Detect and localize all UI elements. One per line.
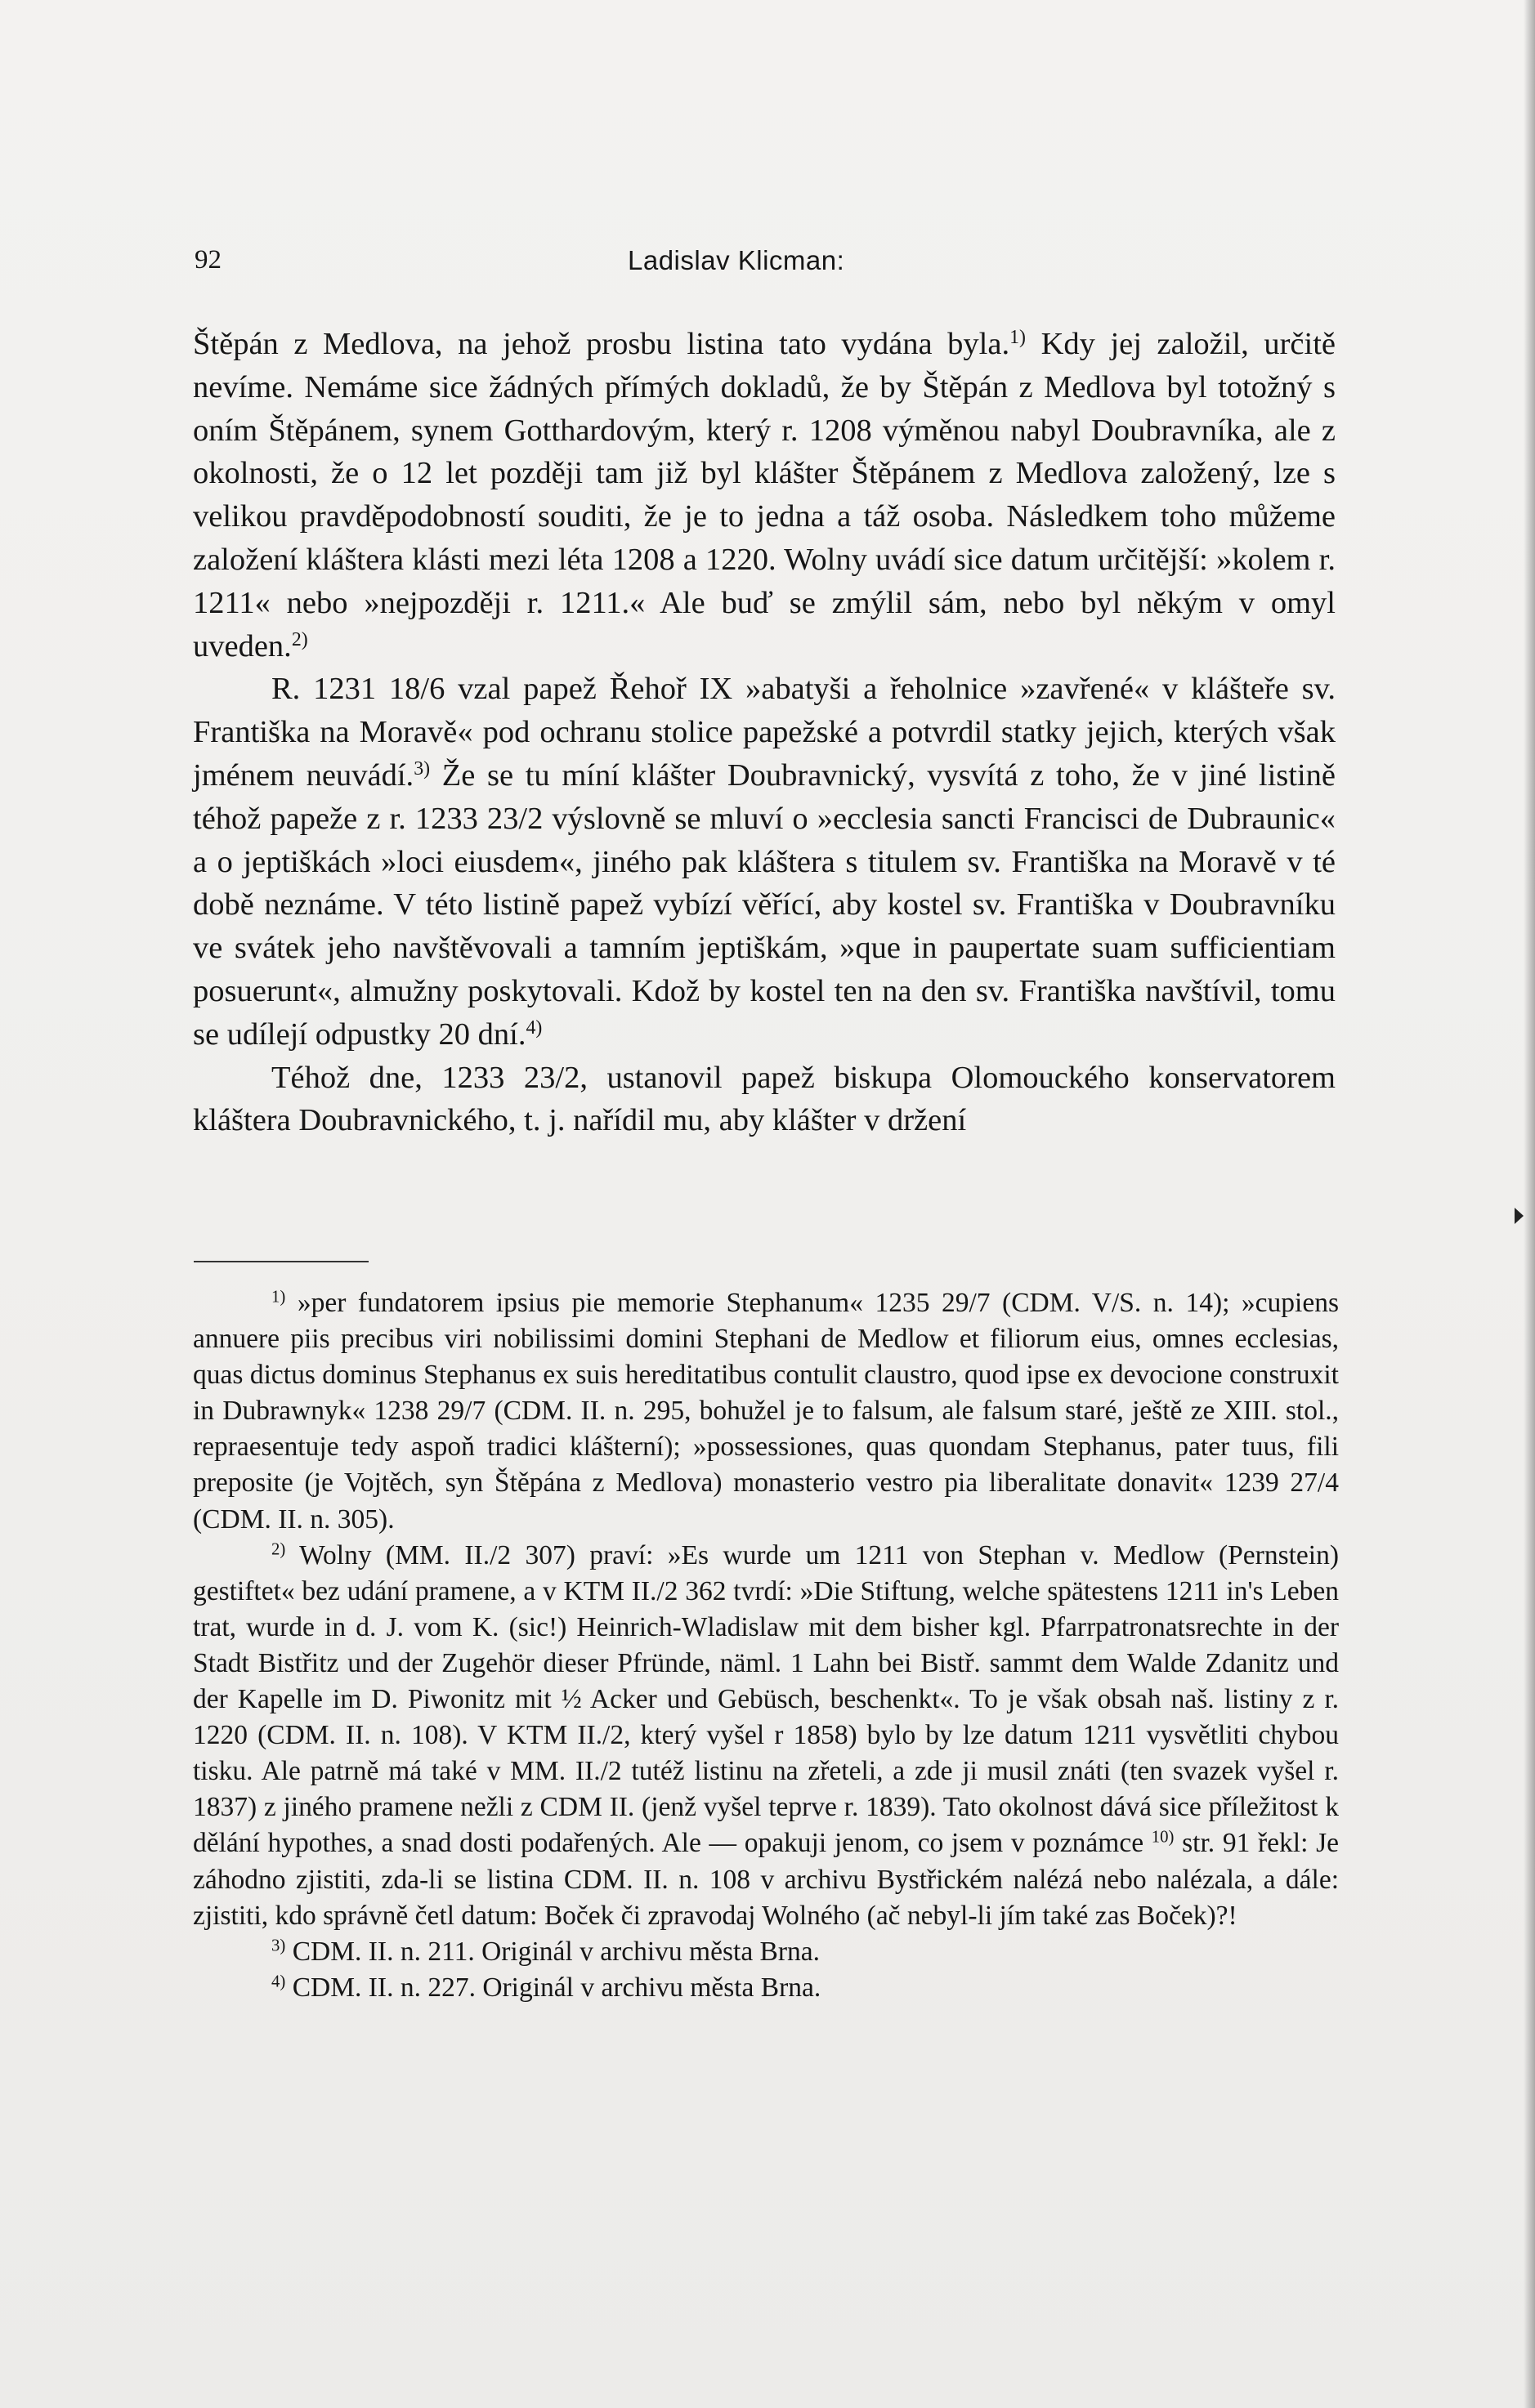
footnote-1-text: »per fundatorem ipsius pie memorie Stephanum« 1235 29/7 (CDM. V/S. n. 14); »cupiens annuere piis precibus viri nobilissimi domini Stephani de Medlow et filiorum eius, omnes ecclesias, quas dictus dominus Stephanus ex suis hereditatibus contulit claustro, quod ipse ex devocione construxit in Dubrawnyk« 1238 29/7 (CDM. II. n. 295, bohužel je to falsum, ale falsum staré, ještě ze XIII. stol., repraesentuje tedy aspoň tradici klášterní); »possessiones, quas quondam Stephanus, pater tuus, fili preposite (je Vojtěch, syn Štěpána z Medlova) monasterio vestro pia liberalitate donavit« 1239 27/4 (CDM. II. n. 305). xyxy=(193,1288,1339,1535)
footnote-3 xyxy=(193,1934,1339,1970)
footnote-4-text: CDM. II. n. 227. Originál v archivu města Brna. xyxy=(285,1972,821,2003)
running-head: Ladislav Klicman: xyxy=(628,245,845,275)
footnote-2-text: Wolny (MM. II./2 307) praví: »Es wurde um 1211 von Stephan v. Medlow (Pernstein) gestiftet« bez udání pramene, a v KTM II./2 362 tvrdí: »Die Stiftung, welche spätestens 1211 in's Leben trat, wurde in d. J. vom K. (sic!) Heinrich-Wladislaw mit dem bisher kgl. Pfarrpatronatsrechte in der Stadt Bistřitz und der Zugehör dieser Pfründe, näml. 1 Lahn bei Bistř. sammt dem Walde Zdanitz und der Kapelle im D. Piwonitz mit ½ Acker und Gebüsch, beschenkt«. To je však obsah naš. listiny z r. 1220 (CDM. II. n. 108). V KTM II./2, který vyšel r 1858) bylo by lze datum 1211 vysvětliti chybou tisku. Ale patrně má také v MM. II./2 tutéž listinu na zřeteli, a zde ji musil znáti (ten svazek vyšel r. 1837) z jiného pramene nežli z CDM II. (jenž vyšel teprve r. 1839). Tato okolnost dává sice příležitost k dělání hypothes, a snad dosti podařených. Ale — opakuji jenom, co jsem v poznámce xyxy=(193,1539,1339,1859)
page-header xyxy=(195,245,1339,286)
paragraph-1-text-cont: Kdy jej založil, určitě nevíme. Nemáme sice žádných přímých dokladů, že by Štěpán z Medlova byl totožný s oním Štěpánem, synem Gotthardovým, který r. 1208 výměnou nabyl Doubravníka, ale z okolnosti, že o 12 let později tam již byl klášter Štěpánem z Medlova založený, lze s velikou pravděpodobností souditi, že je to jedna a táž osoba. Následkem toho můžeme založení kláštera klásti mezi léta 1208 a 1220. Wolny uvádí sice datum určitější: »kolem r. 1211« nebo »nejpozději r. 1211.« Ale buď se zmýlil sám, nebo byl někým v omyl uveden. xyxy=(193,327,1336,663)
footnote-1-mark: 1) xyxy=(271,1287,286,1307)
paragraph-3 xyxy=(193,1057,1336,1143)
main-text xyxy=(193,323,1336,1142)
footnote-2 xyxy=(193,1538,1339,1934)
footnote-ref-1: 1) xyxy=(1009,326,1026,348)
footnote-2-text-cont: str. 91 řekl: Je záhodno zjistiti, zda-li se listina CDM. II. n. 108 v archivu Bystřickém nalézá nebo nalézala, a dále: zjistiti, kdo správně četl datum: Boček či zpravodaj Wolného (ač nebyl-li jím také zas Boček)?! xyxy=(193,1828,1339,1931)
page-edge-shadow xyxy=(1524,0,1535,2408)
page-number: 92 xyxy=(195,245,222,275)
footnote-4-mark: 4) xyxy=(271,1972,286,1991)
footnote-3-mark: 3) xyxy=(271,1936,286,1955)
footnote-ref-3: 3) xyxy=(414,757,431,780)
footnote-ref-2: 2) xyxy=(291,628,308,650)
paragraph-2-text-cont: Že se tu míní klášter Doubravnický, vysvítá z toho, že v jiné listině téhož papeže z r. 1233 23/2 výslovně se mluví o »ecclesia sancti Francisci de Dubraunic« a o jeptiškách »loci eiusdem«, jiného pak kláštera s titulem sv. Františka na Moravě v té době neznáme. V této listině papež vybízí věřící, aby kostel sv. Františka v Doubravníku ve svátek jeho navštěvovali a tamním jeptiškám, »que in paupertate suam sufficientiam posuerunt«, almužny poskytovali. Kdož by kostel ten na den sv. Františka navštívil, tomu se udílejí odpustky 20 dní. xyxy=(193,757,1336,1052)
footnote-2-ref: 10) xyxy=(1151,1827,1175,1847)
footnote-2-mark: 2) xyxy=(271,1539,286,1559)
paragraph-1-text: Štěpán z Medlova, na jehož prosbu listina tato vydána byla. xyxy=(193,327,1010,361)
paragraph-2 xyxy=(193,668,1336,1056)
paragraph-2-text: R. 1231 18/6 vzal papež Řehoř IX »abatyši a řeholnice »zavřené« v klášteře sv. Františka na Moravě« pod ochranu stolice papežské a potvrdil statky jejich, kterých však jménem neuvádí. xyxy=(193,672,1336,793)
footnotes xyxy=(193,1285,1339,2006)
paragraph-1 xyxy=(193,323,1336,668)
footnote-1 xyxy=(193,1285,1339,1538)
margin-arrow-mark xyxy=(1515,1208,1524,1224)
footnote-4 xyxy=(193,1970,1339,2006)
footnote-separator xyxy=(194,1261,369,1262)
footnote-3-text: CDM. II. n. 211. Originál v archivu města Brna. xyxy=(285,1936,821,1967)
paragraph-3-text: Téhož dne, 1233 23/2, ustanovil papež biskupa Olomouckého konservatorem kláštera Doubravnického, t. j. nařídil mu, aby klášter v držení xyxy=(193,1060,1336,1138)
footnote-ref-4: 4) xyxy=(526,1016,543,1039)
